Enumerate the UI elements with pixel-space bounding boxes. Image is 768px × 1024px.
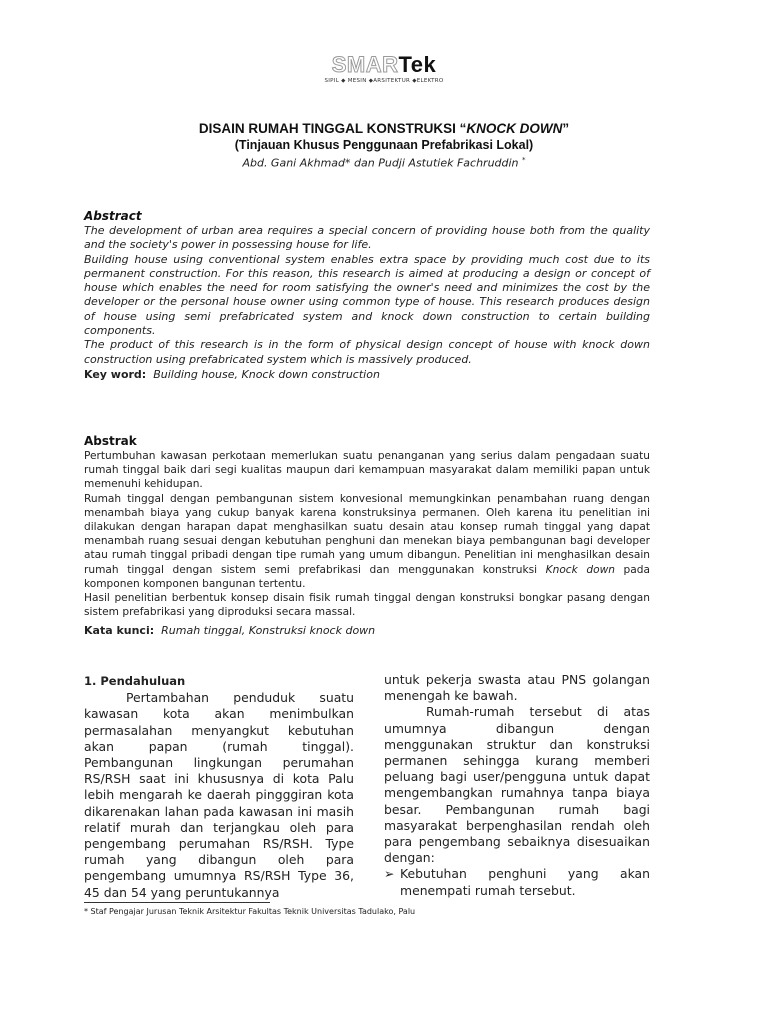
abstrak-para2-end: pada komponen komponen bangunan tertentu. xyxy=(84,563,650,590)
keywords xyxy=(84,368,380,381)
arrow-bullet-icon: ➢ xyxy=(384,866,395,882)
authors-text: Abd. Gani Akhmad* dan Pudji Astutiek Fachruddin xyxy=(242,156,519,170)
intro-column-left xyxy=(84,673,354,901)
logo-wordmark xyxy=(332,52,437,78)
journal-logo xyxy=(0,52,768,84)
abstrak-body xyxy=(84,449,650,619)
logo-smar: SMAR xyxy=(331,52,399,77)
authors-mark: * xyxy=(522,156,526,164)
intro-column-right xyxy=(384,672,650,899)
title-italic: KNOCK DOWN xyxy=(466,121,563,136)
paper-authors xyxy=(0,156,768,170)
footnote-divider xyxy=(84,902,270,903)
intro-paragraph: Rumah-rumah tersebut di atas umumnya dibangun dengan menggunakan struktur dan konstruksi permanen sehingga kurang memberi peluang bagi user/pengguna untuk dapat mengembangkan rumahnya tanpa biaya besar. Pembangunan rumah bagi masyarakat berpenghasilan rendah oleh para pengembang sebaiknya disesuaikan dengan: xyxy=(384,704,650,866)
keywords-value: Building house, Knock down construction xyxy=(153,368,380,381)
abstrak-paragraph: Pertumbuhan kawasan perkotaan memerlukan suatu penanganan yang serius dalam pengadaan suatu rumah tinggal baik dari segi kualitas maupun dari kemampuan masyarakat dalam memiliki papan untuk memenuhi kehidupan. xyxy=(84,450,650,491)
footnote: * Staf Pengajar Jurusan Teknik Arsitektur Fakultas Teknik Universitas Tadulako, Palu xyxy=(84,907,416,916)
abstrak-paragraph: Hasil penelitian berbentuk konsep disain fisik rumah tinggal dengan konstruksi bongkar pasang dengan sistem prefabrikasi yang diproduksi secara massal. xyxy=(84,592,650,619)
bullet-text: Kebutuhan penghuni yang akan menempati rumah tersebut. xyxy=(400,866,650,898)
paper-title xyxy=(0,121,768,136)
logo-tek: Tek xyxy=(398,52,437,77)
abstrak-heading: Abstrak xyxy=(84,434,137,448)
logo-subtitle: SIPIL ◆ MESIN ◆ARSITEKTUR ◆ELEKTRO xyxy=(324,78,444,84)
abstrak-paragraph xyxy=(84,492,650,591)
keywords-label: Key word: xyxy=(84,368,147,381)
abstrak-para2-italic: Knock down xyxy=(545,563,615,576)
kata-kunci xyxy=(84,624,375,637)
bullet-item xyxy=(384,866,650,898)
abstract-heading: Abstract xyxy=(84,209,142,223)
kata-value: Rumah tinggal, Konstruksi knock down xyxy=(161,624,376,637)
section-heading: 1. Pendahuluan xyxy=(84,674,186,688)
abstract-body xyxy=(84,224,650,367)
title-main: DISAIN RUMAH TINGGAL KONSTRUKSI “ xyxy=(198,121,467,136)
abstract-paragraph: The development of urban area requires a special concern of providing house both from the quality and the society's power in possessing house for life. xyxy=(84,224,650,252)
abstract-paragraph: The product of this research is in the form of physical design concept of house with knock down construction using prefabricated system which is massively produced. xyxy=(84,338,650,366)
abstract-paragraph: Building house using conventional system enables extra space by providing much cost due to its permanent construction. For this reason, this research is aimed at producing a design or concept of house which enables the need for room satisfying the owner's need and minimizes the cost by the developer or the personal house owner using common type of house. This research produces design of house using semi prefabricated system and knock down construction to certain building components. xyxy=(84,252,650,338)
abstrak-para2-text: Rumah tinggal dengan pembangunan sistem konvesional memungkinkan penambahan ruang dengan menambah biaya yang cukup banyak karena konstruksinya permanen. Oleh karena itu penelitian ini dilakukan dengan harapan dapat menghasilkan suatu desain atau konsep rumah tinggal yang dapat menambah ruang sesuai dengan kebutuhan penghuni dan menekan biaya pembangunan bagi developer atau rumah tinggal pribadi dengan tipe rumah yang umum dibangun. Penelitian ini menghasilkan desain rumah tinggal dengan sistem semi prefabrikasi dan menggunakan konstruksi xyxy=(84,492,650,576)
paper-subtitle: (Tinjauan Khusus Penggunaan Prefabrikasi Lokal) xyxy=(234,138,534,152)
title-end: ” xyxy=(562,121,570,136)
kata-label: Kata kunci: xyxy=(84,624,155,637)
intro-continuation: untuk pekerja swasta atau PNS golangan menengah ke bawah. xyxy=(384,672,650,704)
intro-paragraph: Pertambahan penduduk suatu kawasan kota akan menimbulkan permasalahan menyangkut kebutuhan akan papan (rumah tinggal). Pembangunan lingkungan perumahan RS/RSH saat ini khususnya di kota Palu lebih mengarah ke daerah pingggiran kota dikarenakan lahan pada kawasan ini masih relatif murah dan terjangkau oleh para pengembang perumahan RS/RSH. Type rumah yang dibangun oleh para pengembang umumnya RS/RSH Type 36, 45 dan 54 yang peruntukannya xyxy=(84,690,354,900)
